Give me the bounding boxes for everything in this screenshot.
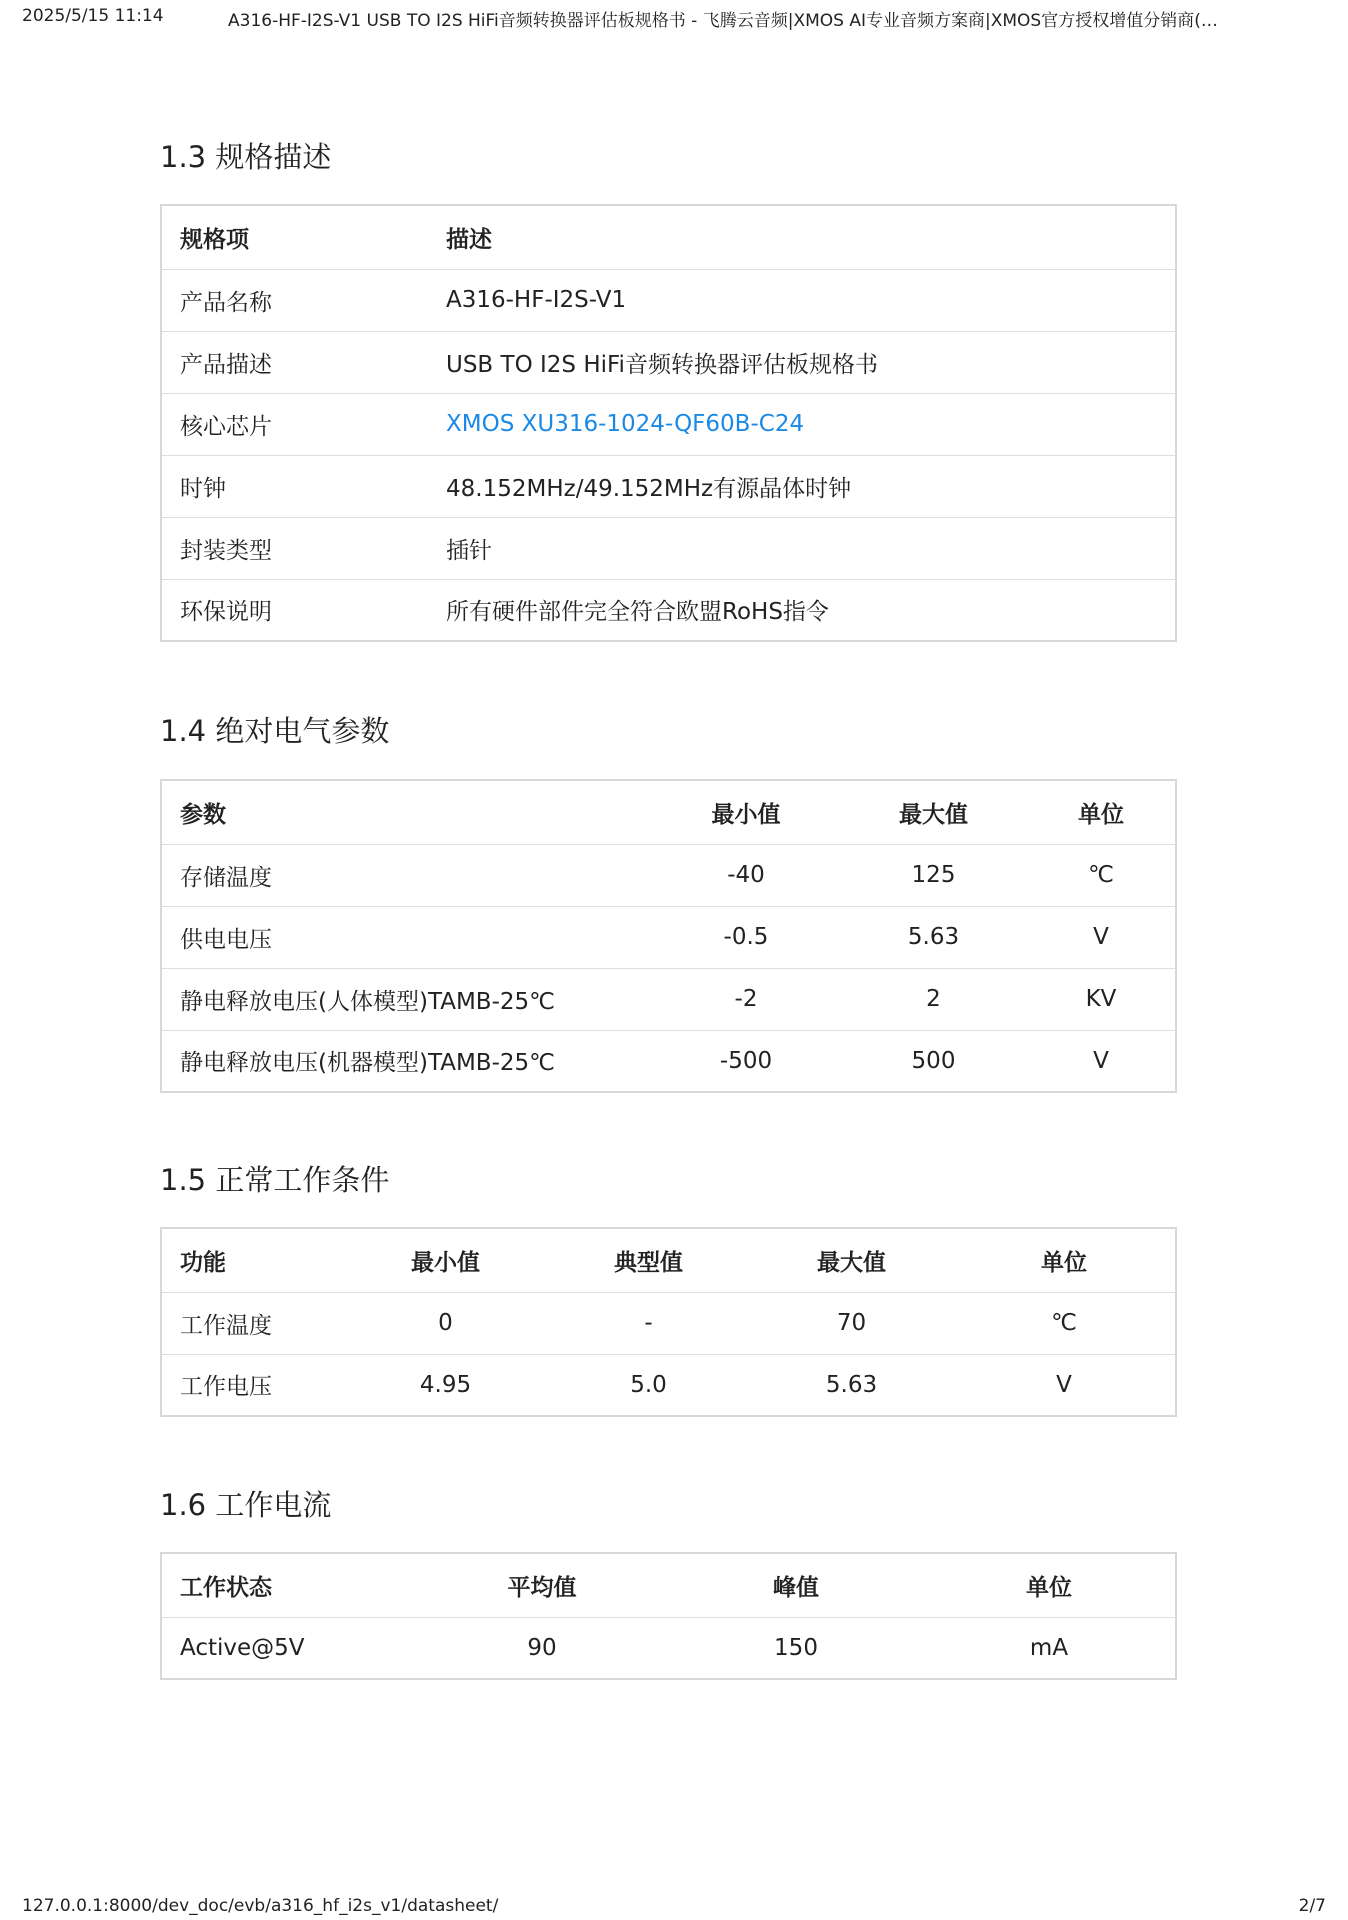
max-cell: 125 xyxy=(840,844,1027,906)
table-row xyxy=(161,968,1176,1030)
avg-cell: 90 xyxy=(415,1617,669,1679)
table-row xyxy=(161,1030,1176,1092)
spec-desc: 所有硬件部件完全符合欧盟RoHS指令 xyxy=(428,579,1176,641)
spec-item: 产品描述 xyxy=(161,331,428,393)
header-cell: 工作状态 xyxy=(161,1553,415,1617)
section-title-operating-current: 1.6 工作电流 xyxy=(160,1488,332,1522)
param-cell: 静电释放电压(人体模型)TAMB-25℃ xyxy=(161,968,652,1030)
state-cell: Active@5V xyxy=(161,1617,415,1679)
table-header-row xyxy=(161,205,1176,269)
header-cell: 最大值 xyxy=(750,1228,953,1292)
unit-cell: V xyxy=(1027,906,1176,968)
table-row xyxy=(161,393,1176,455)
print-page-number: 2/7 xyxy=(1298,1896,1326,1916)
min-cell: -0.5 xyxy=(652,906,840,968)
func-cell: 工作温度 xyxy=(161,1292,344,1354)
table-row xyxy=(161,906,1176,968)
table-row xyxy=(161,579,1176,641)
table-row xyxy=(161,331,1176,393)
min-cell: 4.95 xyxy=(344,1354,547,1416)
header-cell: 峰值 xyxy=(669,1553,923,1617)
func-cell: 工作电压 xyxy=(161,1354,344,1416)
unit-cell: ℃ xyxy=(1027,844,1176,906)
header-cell: 描述 xyxy=(428,205,1176,269)
unit-cell: V xyxy=(953,1354,1176,1416)
table-row xyxy=(161,455,1176,517)
print-page-title: A316-HF-I2S-V1 USB TO I2S HiFi音频转换器评估板规格书 - 飞腾云音频|XMOS AI专业音频方案商|XMOS官方授权增值分销商(… xyxy=(228,11,1218,31)
print-url: 127.0.0.1:8000/dev_doc/evb/a316_hf_i2s_v1/datasheet/ xyxy=(22,1896,499,1916)
header-cell: 最小值 xyxy=(344,1228,547,1292)
param-cell: 供电电压 xyxy=(161,906,652,968)
absolute-ratings-table xyxy=(160,779,1177,1093)
min-cell: -2 xyxy=(652,968,840,1030)
min-cell: 0 xyxy=(344,1292,547,1354)
table-header-row xyxy=(161,780,1176,844)
spec-item: 环保说明 xyxy=(161,579,428,641)
table-row xyxy=(161,517,1176,579)
operating-current-table xyxy=(160,1552,1177,1680)
peak-cell: 150 xyxy=(669,1617,923,1679)
unit-cell: mA xyxy=(923,1617,1176,1679)
header-cell: 单位 xyxy=(1027,780,1176,844)
max-cell: 5.63 xyxy=(840,906,1027,968)
header-cell: 单位 xyxy=(923,1553,1176,1617)
spec-desc: 48.152MHz/49.152MHz有源晶体时钟 xyxy=(428,455,1176,517)
spec-item: 时钟 xyxy=(161,455,428,517)
header-cell: 规格项 xyxy=(161,205,428,269)
section-title-operating-conditions: 1.5 正常工作条件 xyxy=(160,1163,390,1197)
table-row xyxy=(161,1354,1176,1416)
header-cell: 参数 xyxy=(161,780,652,844)
max-cell: 500 xyxy=(840,1030,1027,1092)
unit-cell: V xyxy=(1027,1030,1176,1092)
table-header-row xyxy=(161,1553,1176,1617)
spec-item: 产品名称 xyxy=(161,269,428,331)
spec-item: 封装类型 xyxy=(161,517,428,579)
unit-cell: KV xyxy=(1027,968,1176,1030)
print-header xyxy=(22,6,1326,30)
spec-desc: A316-HF-I2S-V1 xyxy=(428,269,1176,331)
max-cell: 5.63 xyxy=(750,1354,953,1416)
header-cell: 单位 xyxy=(953,1228,1176,1292)
table-row xyxy=(161,1617,1176,1679)
header-cell: 最大值 xyxy=(840,780,1027,844)
core-chip-link[interactable]: XMOS XU316-1024-QF60B-C24 xyxy=(446,411,805,437)
table-row xyxy=(161,1292,1176,1354)
header-cell: 功能 xyxy=(161,1228,344,1292)
spec-table xyxy=(160,204,1177,642)
header-cell: 典型值 xyxy=(547,1228,750,1292)
table-header-row xyxy=(161,1228,1176,1292)
print-datetime: 2025/5/15 11:14 xyxy=(22,6,164,26)
max-cell: 2 xyxy=(840,968,1027,1030)
min-cell: -500 xyxy=(652,1030,840,1092)
table-row xyxy=(161,269,1176,331)
min-cell: -40 xyxy=(652,844,840,906)
param-cell: 静电释放电压(机器模型)TAMB-25℃ xyxy=(161,1030,652,1092)
typ-cell: - xyxy=(547,1292,750,1354)
typ-cell: 5.0 xyxy=(547,1354,750,1416)
spec-desc: USB TO I2S HiFi音频转换器评估板规格书 xyxy=(428,331,1176,393)
param-cell: 存储温度 xyxy=(161,844,652,906)
spec-item: 核心芯片 xyxy=(161,393,428,455)
spec-desc: 插针 xyxy=(428,517,1176,579)
max-cell: 70 xyxy=(750,1292,953,1354)
section-title-absolute-ratings: 1.4 绝对电气参数 xyxy=(160,714,390,748)
unit-cell: ℃ xyxy=(953,1292,1176,1354)
table-row xyxy=(161,844,1176,906)
header-cell: 平均值 xyxy=(415,1553,669,1617)
spec-desc xyxy=(428,393,1176,455)
section-title-spec: 1.3 规格描述 xyxy=(160,140,332,174)
print-footer xyxy=(22,1894,1326,1920)
header-cell: 最小值 xyxy=(652,780,840,844)
operating-conditions-table xyxy=(160,1227,1177,1417)
